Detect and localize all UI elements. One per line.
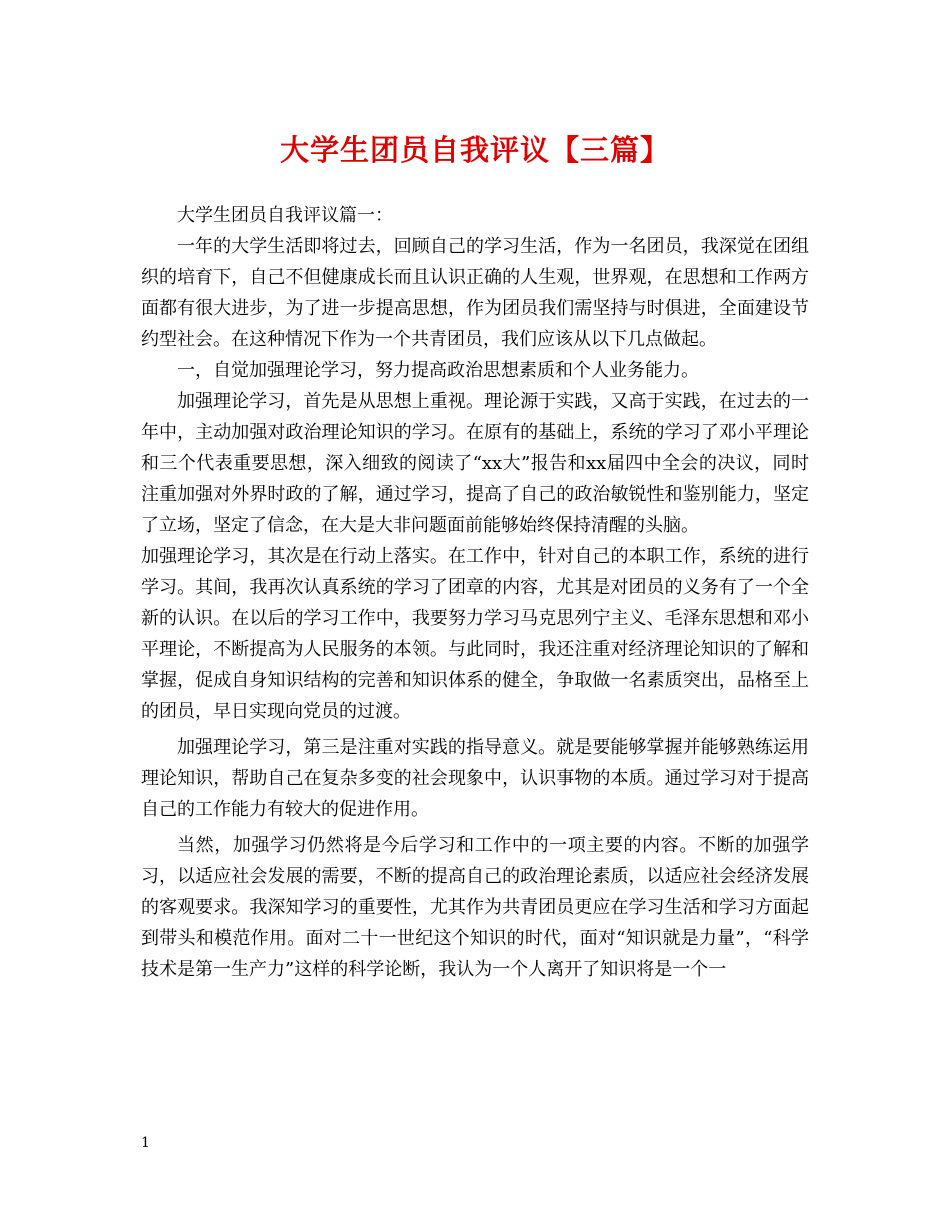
paragraph-theory-first: 加强理论学习，首先是从思想上重视。理论源于实践，又高于实践，在过去的一年中，主动加强对政治理论知识的学习。在原有的基础上，系统的学习了邓小平理论和三个代表重要思想，深入细致的阅读了“xx大”报告和xx届四中全会的决议，同时注重加强对外界时政的了解，通过学习，提高了自己的政治敏锐性和鉴别能力，坚定了立场，坚定了信念，在大是大非问题面前能够始终保持清醒的头脑。 <box>141 391 809 536</box>
section-heading-part-one: 大学生团员自我评议篇一： <box>177 205 393 226</box>
paragraph-theory-second: 加强理论学习，其次是在行动上落实。在工作中，针对自己的本职工作，系统的进行学习。其间，我再次认真系统的学习了团章的内容，尤其是对团员的义务有了一个全新的认识。在以后的学习工作中，我要努力学习马克思列宁主义、毛泽东思想和邓小平理论，不断提高为人民服务的本领。与此同时，我还注重对经济理论知识的了解和掌握，促成自身知识结构的完善和知识体系的健全，争取做一名素质突出，品格至上的团员，早日实现向党员的过渡。 <box>141 546 809 722</box>
page-number: 1 <box>141 1135 150 1151</box>
paragraph-theory-third: 加强理论学习，第三是注重对实践的指导意义。就是要能够掌握并能够熟练运用理论知识，帮助自己在复杂多变的社会现象中，认识事物的本质。通过学习对于提高自己的工作能力有较大的促进作用。 <box>141 737 809 820</box>
paragraph-intro: 一年的大学生活即将过去，回顾自己的学习生活，作为一名团员，我深觉在团组织的培育下，自己不但健康成长而且认识正确的人生观，世界观，在思想和工作两方面都有很大进步，为了进一步提高思想，作为团员我们需坚持与时俱进，全面建设节约型社会。在这种情况下作为一个共青团员，我们应该从以下几点做起。 <box>141 236 809 350</box>
document-body <box>141 200 809 985</box>
paragraph-continued-study: 当然，加强学习仍然将是今后学习和工作中的一项主要的内容。不断的加强学习，以适应社会发展的需要，不断的提高自己的政治理论素质，以适应社会经济发展的客观要求。我深知学习的重要性，尤其作为共青团员更应在学习生活和学习方面起到带头和模范作用。面对二十一世纪这个知识的时代，面对“知识就是力量”，“科学技术是第一生产力”这样的科学论断，我认为一个人离开了知识将是一个一 <box>141 835 809 980</box>
document-title: 大学生团员自我评议【三篇】 <box>279 133 670 167</box>
paragraph-point-one: 一，自觉加强理论学习，努力提高政治思想素质和个人业务能力。 <box>177 360 699 381</box>
